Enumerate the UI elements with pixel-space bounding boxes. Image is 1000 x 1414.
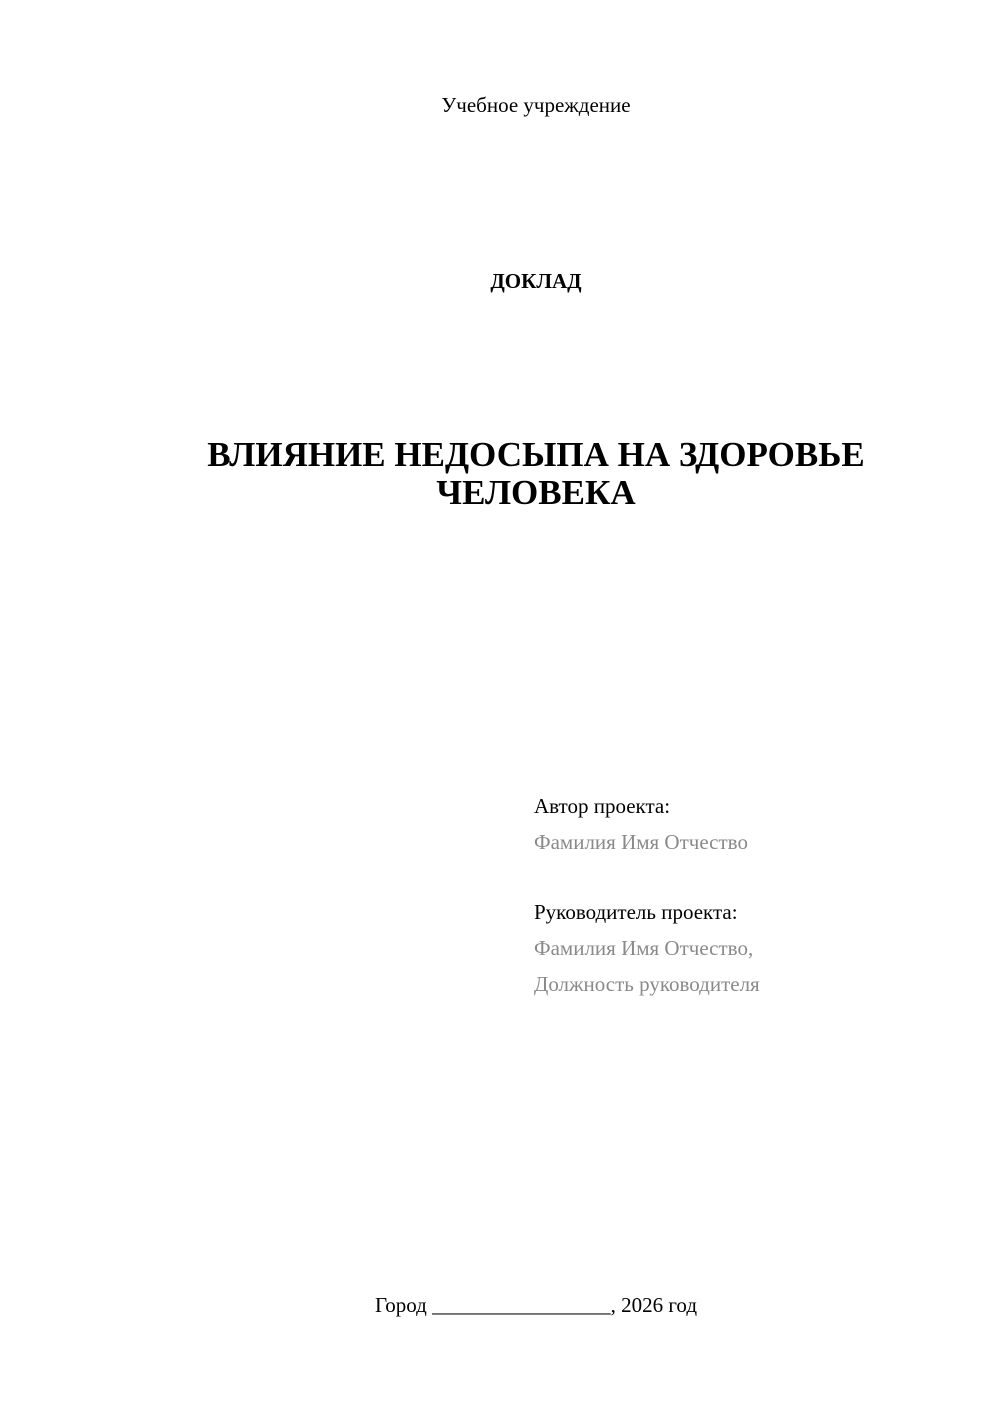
institution-name: Учебное учреждение (441, 93, 631, 117)
supervisor-label: Руководитель проекта: (534, 900, 738, 924)
document-title-line-1: ВЛИЯНИЕ НЕДОСЫПА НА ЗДОРОВЬЕ (207, 435, 865, 474)
credits-spacer (534, 860, 974, 894)
supervisor-position: Должность руководителя (534, 972, 760, 996)
author-name: Фамилия Имя Отчество (534, 830, 748, 854)
document-title-line-2: ЧЕЛОВЕКА (436, 473, 636, 512)
author-label: Автор проекта: (534, 794, 671, 818)
city-year-line: Город _________________, 2026 год (374, 1293, 698, 1317)
supervisor-name: Фамилия Имя Отчество, (534, 936, 754, 960)
document-type: ДОКЛАД (490, 269, 582, 293)
credits-block (534, 788, 974, 1002)
document-title (150, 436, 922, 512)
